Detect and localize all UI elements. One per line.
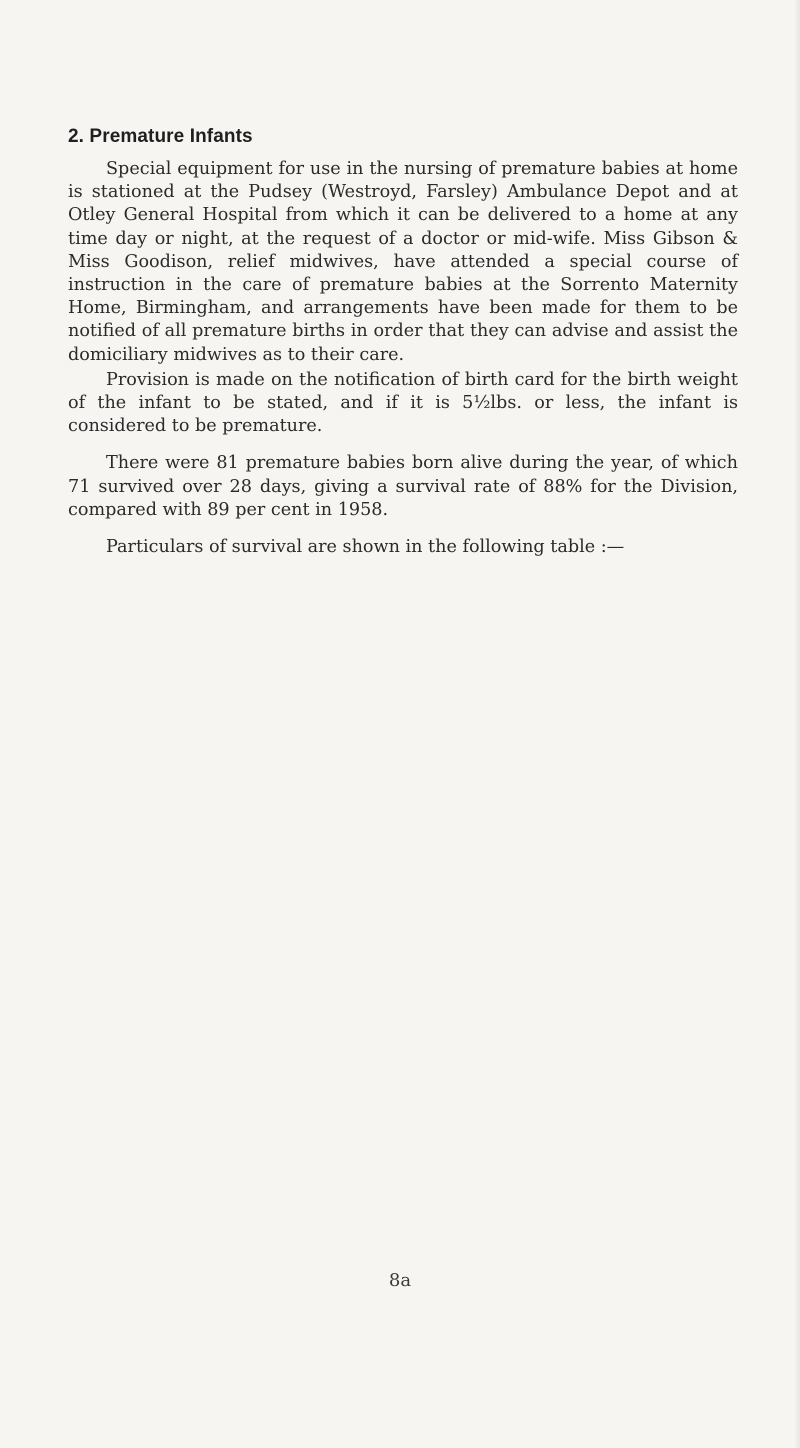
body-text	[68, 158, 738, 573]
paragraph-equipment: Special equipment for use in the nursing of premature babies at home is stationed at the Pudsey (Westroyd, Farsley) Ambulance Depot and at Otley General Hospital from which it can be delivered to a home at any time day or night, at the request of a doctor or mid-wife. Miss Gibson & Miss Goodison, relief midwives, have attended a special course of instruction in the care of premature babies at the Sorrento Maternity Home, Birmingham, and arrangements have been made for them to be notified of all premature births in order that they can advise and assist the domiciliary midwives as to their care.	[68, 159, 738, 365]
paragraph-table-intro: Particulars of survival are shown in the following table :—	[106, 537, 625, 558]
paragraph-birth-weight: Provision is made on the notification of birth card for the birth weight of the infant to be stated, and if it is 5½lbs. or less, the infant is considered to be premature.	[68, 369, 738, 437]
section-heading: 2. Premature Infants	[68, 126, 253, 147]
page-edge-shadow	[794, 0, 800, 1448]
page-number: 8a	[388, 1270, 412, 1291]
paragraph-survival-rate: There were 81 premature babies born alive during the year, of which 71 survived over 28 days, giving a survival rate of 88% for the Division, compared with 89 per cent in 1958.	[68, 453, 738, 520]
